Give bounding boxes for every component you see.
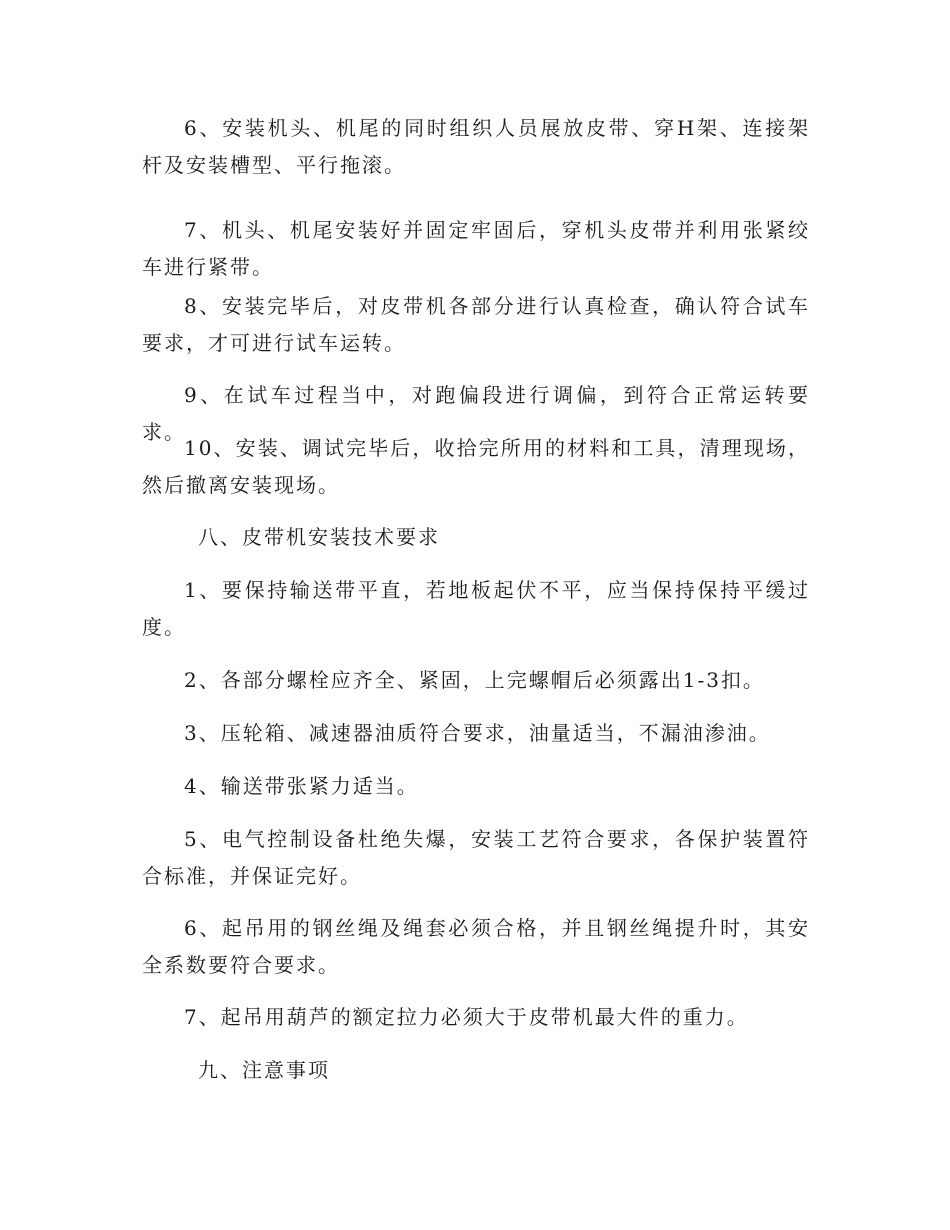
paragraph-step-7: 7、机头、机尾安装好并固定牢固后，穿机头皮带并利用张紧绞车进行紧带。 — [142, 218, 810, 279]
paragraph-req-5: 5、电气控制设备杜绝失爆，安装工艺符合要求，各保护装置符合标准，并保证完好。 — [142, 827, 810, 888]
paragraph-req-7: 7、起吊用葫芦的额定拉力必须大于皮带机最大件的重力。 — [184, 1005, 749, 1029]
paragraph-step-10: 10、安装、调试完毕后，收拾完所用的材料和工具，清理现场，然后撤离安装现场。 — [142, 436, 810, 497]
paragraph-step-9: 9、在试车过程当中，对跑偏段进行调偏，到符合正常运转要求。 — [142, 383, 810, 444]
section-heading-8: 八、皮带机安装技术要求 — [198, 525, 440, 549]
paragraph-req-4: 4、输送带张紧力适当。 — [184, 774, 419, 798]
section-heading-9: 九、注意事项 — [198, 1058, 330, 1082]
paragraph-req-6: 6、起吊用的钢丝绳及绳套必须合格，并且钢丝绳提升时，其安全系数要符合要求。 — [142, 916, 810, 977]
paragraph-req-1: 1、要保持输送带平直，若地板起伏不平，应当保持保持平缓过度。 — [142, 578, 810, 639]
paragraph-step-8: 8、安装完毕后，对皮带机各部分进行认真检查，确认符合试车要求，才可进行试车运转。 — [142, 294, 810, 355]
paragraph-step-6: 6、安装机头、机尾的同时组织人员展放皮带、穿H架、连接架杆及安装槽型、平行拖滚。 — [142, 116, 810, 177]
paragraph-req-2: 2、各部分螺栓应齐全、紧固，上完螺帽后必须露出1-3扣。 — [184, 668, 765, 692]
paragraph-req-3: 3、压轮箱、减速器油质符合要求，油量适当，不漏油渗油。 — [184, 721, 771, 745]
